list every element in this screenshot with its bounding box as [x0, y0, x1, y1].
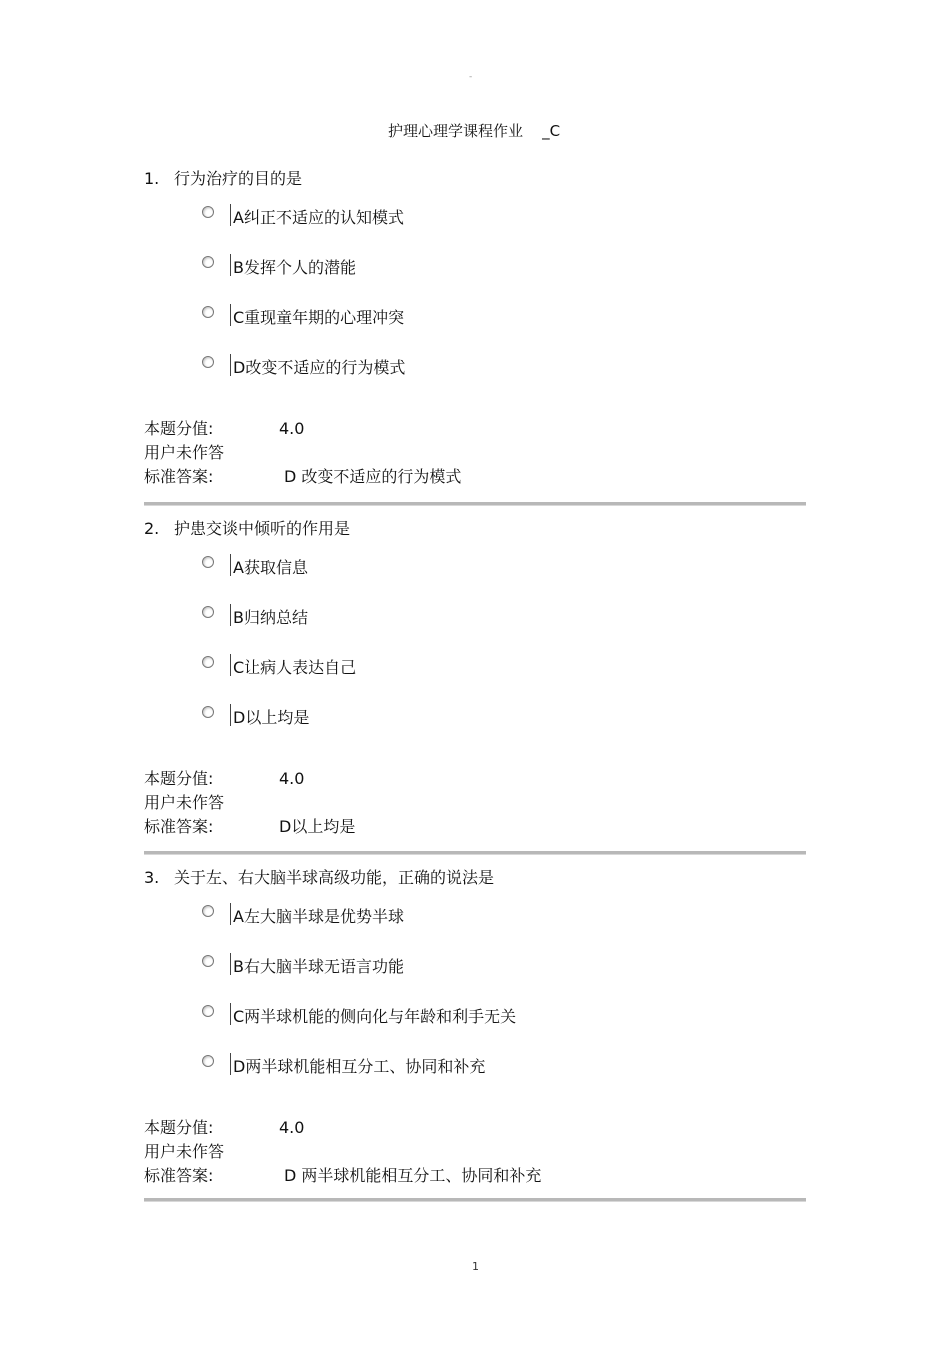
radio-button[interactable]	[202, 356, 214, 368]
question-3	[144, 867, 806, 1207]
question-text: 行为治疗的目的是	[174, 169, 303, 188]
answer-label: 标准答案:	[144, 1166, 214, 1185]
option-label: D改变不适应的行为模式	[233, 358, 406, 377]
option-divider	[230, 953, 231, 975]
option-label: D以上均是	[233, 708, 310, 727]
radio-button[interactable]	[202, 206, 214, 218]
radio-button[interactable]	[202, 1055, 214, 1067]
question-text: 护患交谈中倾听的作用是	[174, 519, 351, 538]
question-1	[144, 168, 806, 508]
radio-button[interactable]	[202, 606, 214, 618]
score-value: 4.0	[279, 769, 305, 788]
question-number: 2.	[144, 519, 160, 538]
standard-answer: D以上均是	[279, 817, 356, 836]
standard-answer: D 两半球机能相互分工、协同和补充	[284, 1166, 542, 1185]
question-2	[144, 518, 806, 858]
option-divider	[230, 354, 231, 376]
option-label: A左大脑半球是优势半球	[233, 907, 404, 926]
option-label: A获取信息	[233, 558, 308, 577]
option-divider	[230, 704, 231, 726]
user-status: 用户未作答	[144, 1142, 225, 1161]
page-number: 1	[472, 1260, 479, 1273]
radio-button[interactable]	[202, 905, 214, 917]
option-divider	[230, 554, 231, 576]
radio-button[interactable]	[202, 656, 214, 668]
score-value: 4.0	[279, 1118, 305, 1137]
score-label: 本题分值:	[144, 419, 214, 438]
question-heading	[144, 518, 806, 540]
option-divider	[230, 1003, 231, 1025]
radio-button[interactable]	[202, 955, 214, 967]
question-heading	[144, 867, 806, 889]
document-title: 护理心理学课程作业 _C	[388, 122, 561, 140]
section-divider	[144, 502, 806, 506]
question-number: 3.	[144, 868, 160, 887]
radio-button[interactable]	[202, 706, 214, 718]
radio-button[interactable]	[202, 1005, 214, 1017]
radio-button[interactable]	[202, 556, 214, 568]
user-status: 用户未作答	[144, 443, 225, 462]
section-divider	[144, 1198, 806, 1202]
option-label: D两半球机能相互分工、协同和补充	[233, 1057, 486, 1076]
option-divider	[230, 903, 231, 925]
user-status: 用户未作答	[144, 793, 225, 812]
option-label: B右大脑半球无语言功能	[233, 957, 404, 976]
section-divider	[144, 851, 806, 855]
score-value: 4.0	[279, 419, 305, 438]
option-divider	[230, 1053, 231, 1075]
score-label: 本题分值:	[144, 1118, 214, 1137]
radio-button[interactable]	[202, 256, 214, 268]
option-label: C让病人表达自己	[233, 658, 357, 677]
option-label: C重现童年期的心理冲突	[233, 308, 405, 327]
option-divider	[230, 654, 231, 676]
option-label: B归纳总结	[233, 608, 308, 627]
option-divider	[230, 204, 231, 226]
question-number: 1.	[144, 169, 160, 188]
question-heading	[144, 168, 806, 190]
standard-answer: D 改变不适应的行为模式	[284, 467, 462, 486]
option-divider	[230, 304, 231, 326]
option-divider	[230, 254, 231, 276]
option-label: C两半球机能的侧向化与年龄和利手无关	[233, 1007, 517, 1026]
answer-label: 标准答案:	[144, 817, 214, 836]
radio-button[interactable]	[202, 306, 214, 318]
score-label: 本题分值:	[144, 769, 214, 788]
option-label: A纠正不适应的认知模式	[233, 208, 404, 227]
question-text: 关于左、右大脑半球高级功能，正确的说法是	[174, 868, 495, 887]
option-label: B发挥个人的潜能	[233, 258, 356, 277]
answer-label: 标准答案:	[144, 467, 214, 486]
option-divider	[230, 604, 231, 626]
header-mark: -	[469, 72, 473, 82]
